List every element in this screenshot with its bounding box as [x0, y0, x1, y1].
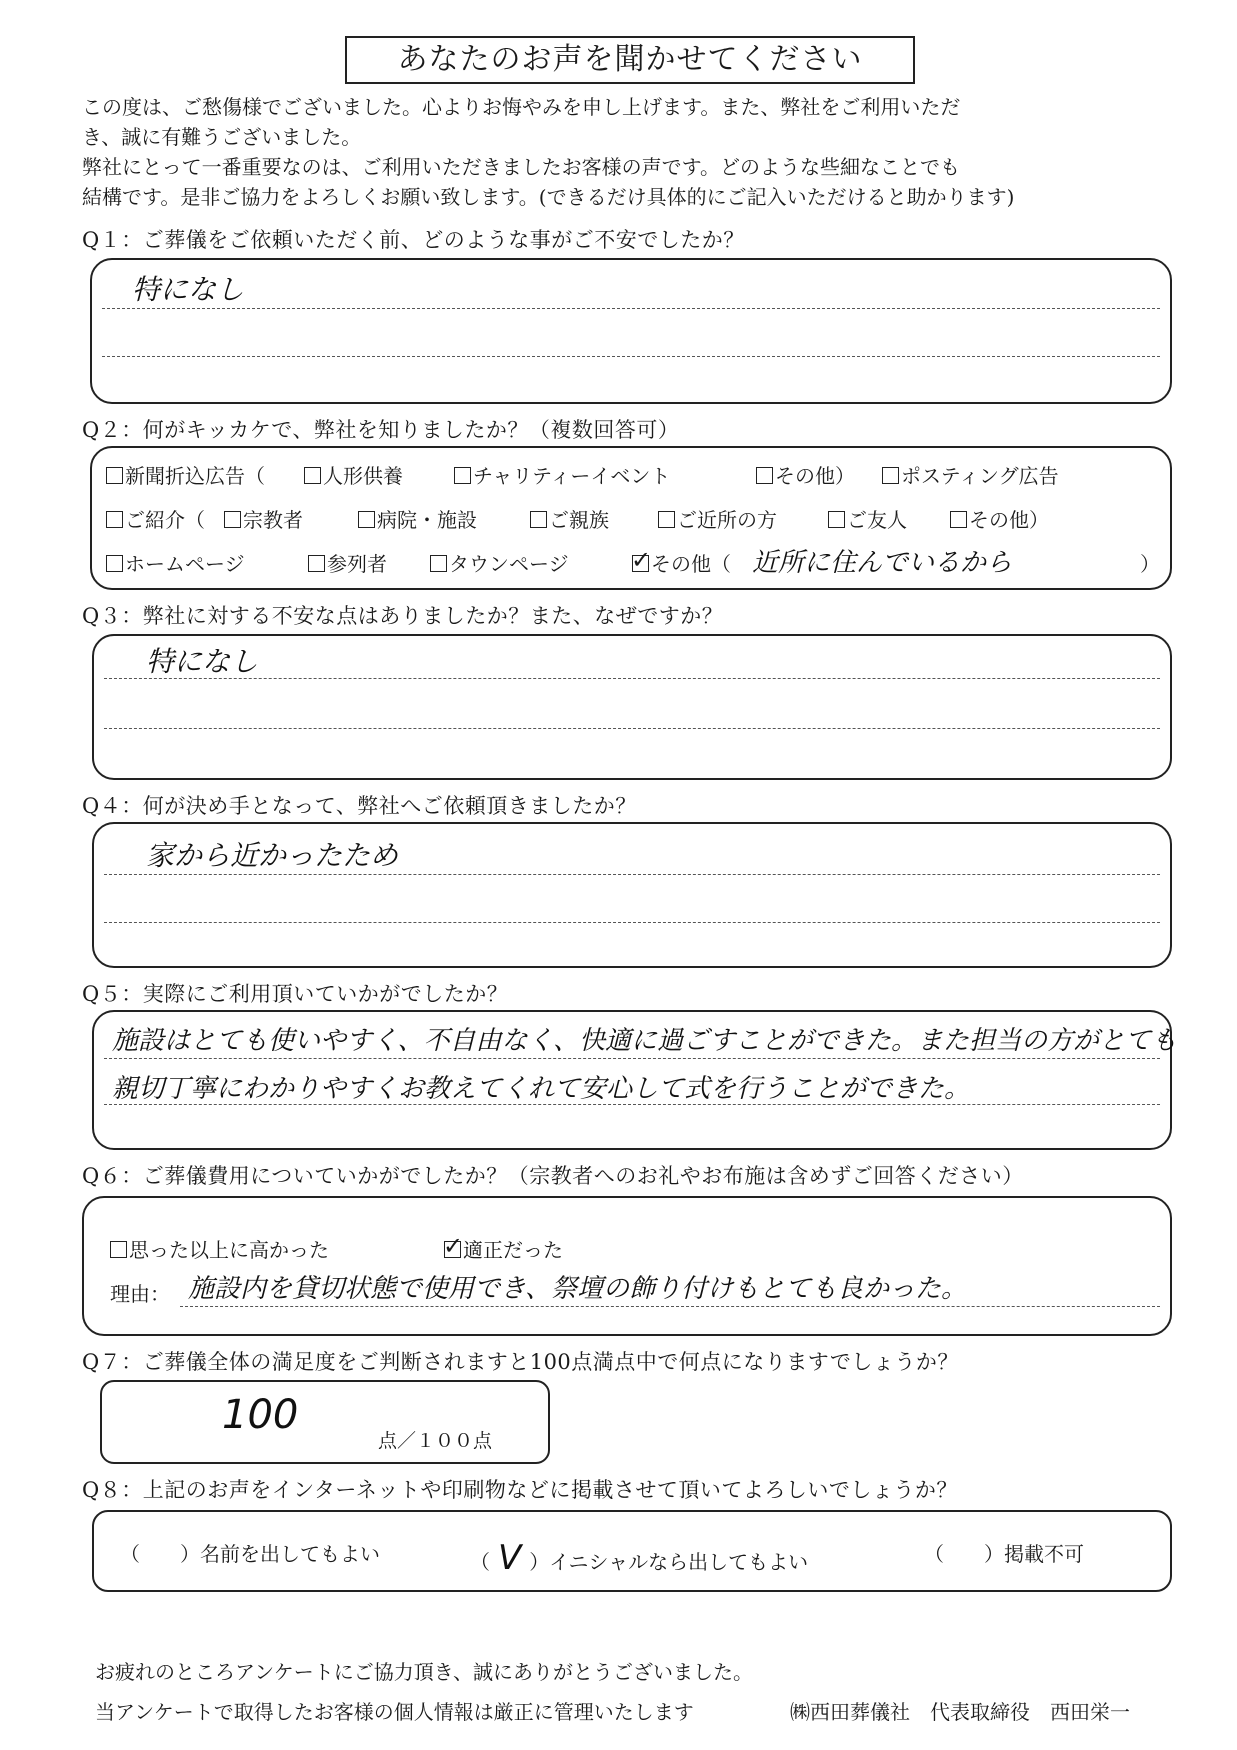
intro-line-1: この度は、ご愁傷様でございました。心よりお悔やみを申し上げます。また、弊社をご利用いただ — [82, 95, 961, 119]
option-initials-ok[interactable]: （ V ）イニシャルなら出してもよい — [470, 1538, 809, 1578]
answer-line — [102, 356, 1160, 357]
checkbox[interactable] — [110, 1241, 127, 1258]
option-not-allowed[interactable]: （ ）掲載不可 — [924, 1542, 1084, 1566]
q6-answer-box — [82, 1196, 1172, 1336]
option-hospital[interactable]: 病院・施設 — [358, 504, 477, 533]
option-other-3[interactable]: ✓ その他（ — [631, 546, 731, 576]
option-reasonable[interactable]: ✓ 適正だった — [443, 1232, 563, 1262]
intro-line-2: き、誠に有難うございました。 — [82, 125, 362, 149]
q2-options-box — [90, 446, 1172, 590]
answer-line — [102, 308, 1160, 309]
option-doll-memorial[interactable]: 人形供養 — [304, 460, 403, 489]
q5-answer-line-1: 施設はとても使いやすく、不自由なく、快適に過ごすことができた。また担当の方がとても — [112, 1026, 1177, 1056]
intro-line-3: 弊社にとって一番重要なのは、ご利用いただきましたお客様の声です。どのような些細なことでも — [82, 155, 960, 179]
q3-answer-box — [92, 634, 1172, 780]
checkbox-checked[interactable] — [443, 1232, 464, 1260]
option-attendee[interactable]: 参列者 — [308, 548, 387, 577]
option-relatives[interactable]: ご親族 — [530, 504, 609, 533]
option-referral[interactable]: ご紹介（ — [106, 504, 205, 533]
checkbox[interactable] — [454, 467, 471, 484]
q6-label: Q６：ご葬儀費用についていかがでしたか？（宗教者へのお礼やお布施は含めずご回答ください） — [82, 1164, 1024, 1188]
answer-line — [104, 728, 1160, 729]
option-posting-ad[interactable]: ポスティング広告 — [882, 460, 1059, 489]
option-town-page[interactable]: タウンページ — [430, 548, 569, 577]
checkbox[interactable] — [224, 511, 241, 528]
q5-label: Q５：実際にご利用頂いていかがでしたか？ — [82, 982, 509, 1006]
checkbox[interactable] — [658, 511, 675, 528]
check-mark-icon: ✓ — [631, 546, 652, 574]
option-newspaper-insert[interactable]: 新聞折込広告（ — [106, 460, 265, 489]
option-homepage[interactable]: ホームページ — [106, 548, 245, 577]
q7-score-box — [100, 1380, 550, 1464]
q5-answer-box — [92, 1010, 1177, 1150]
q8-options-box — [92, 1510, 1172, 1592]
checkbox[interactable] — [106, 511, 123, 528]
checkbox[interactable] — [530, 511, 547, 528]
option-clergy[interactable]: 宗教者 — [224, 504, 303, 533]
answer-line — [104, 922, 1160, 923]
option-other-2[interactable]: その他） — [950, 504, 1049, 533]
checkbox[interactable] — [106, 467, 123, 484]
q1-answer-text: 特になし — [132, 273, 245, 306]
option-other-3-close: ） — [1140, 552, 1160, 576]
checkbox[interactable] — [358, 511, 375, 528]
q5-answer-line-2: 親切丁寧にわかりやすくお教えてくれて安心して式を行うことができた。 — [112, 1074, 971, 1104]
option-too-expensive[interactable]: 思った以上に高かった — [110, 1234, 329, 1263]
q2-other-answer: 近所に住んでいるから — [752, 548, 1013, 578]
q8-label: Q８：上記のお声をインターネットや印刷物などに掲載させて頂いてよろしいでしょうか？ — [82, 1478, 958, 1502]
answer-line — [104, 1058, 1160, 1059]
q4-label: Q４：何が決め手となって、弊社へご依頼頂きましたか？ — [82, 794, 637, 818]
q3-label: Q３：弊社に対する不安な点はありましたか？また、なぜですか？ — [82, 604, 724, 628]
answer-line — [180, 1306, 1160, 1307]
q1-answer-box — [90, 258, 1172, 404]
checkbox[interactable] — [308, 555, 325, 572]
q3-answer-text: 特になし — [146, 645, 259, 678]
option-neighbors[interactable]: ご近所の方 — [658, 504, 777, 533]
q6-reason-label: 理由： — [110, 1282, 170, 1306]
answer-line — [104, 874, 1160, 875]
checkbox[interactable] — [106, 555, 123, 572]
option-name-ok[interactable]: （ ）名前を出してもよい — [120, 1542, 380, 1566]
q6-reason-text: 施設内を貸切状態で使用でき、祭壇の飾り付けもとても良かった。 — [188, 1274, 967, 1304]
q4-answer-text: 家から近かったため — [146, 839, 399, 872]
option-friends[interactable]: ご友人 — [828, 504, 907, 533]
checkbox-checked[interactable] — [631, 546, 652, 574]
option-charity-event[interactable]: チャリティーイベント — [454, 460, 670, 489]
q7-score: 100 — [222, 1392, 299, 1438]
footer-privacy: 当アンケートで取得したお客様の個人情報は厳正に管理いたします — [95, 1700, 694, 1724]
option-other-1[interactable]: その他） — [756, 460, 855, 489]
q4-answer-box — [92, 822, 1172, 968]
survey-title: あなたのお声を聞かせてください — [345, 36, 915, 84]
checkbox[interactable] — [950, 511, 967, 528]
checkbox[interactable] — [430, 555, 447, 572]
option-paren: （ ） — [120, 1542, 200, 1566]
footer-thanks: お疲れのところアンケートにご協力頂き、誠にありがとうございました。 — [95, 1660, 753, 1684]
footer-company: ㈱西田葬儀社 代表取締役 西田栄一 — [790, 1700, 1130, 1724]
q1-label: Q１：ご葬儀をご依頼いただく前、どのような事がご不安でしたか？ — [82, 228, 745, 252]
q7-score-suffix: 点／１００点 — [378, 1430, 493, 1452]
check-mark-icon: V — [498, 1538, 522, 1578]
checkbox[interactable] — [882, 467, 899, 484]
intro-line-4: 結構です。是非ご協力をよろしくお願い致します。(できるだけ具体的にご記入いただけると助かります) — [82, 185, 1015, 209]
option-paren: （ ） — [924, 1542, 1004, 1566]
check-mark-icon: ✓ — [443, 1232, 464, 1260]
q2-label: Q２：何がキッカケで、弊社を知りましたか？（複数回答可） — [82, 418, 680, 442]
checkbox[interactable] — [304, 467, 321, 484]
checkbox[interactable] — [828, 511, 845, 528]
q7-label: Q７：ご葬儀全体の満足度をご判断されますと100点満点中で何点になりますでしょうか？ — [82, 1350, 959, 1374]
checkbox[interactable] — [756, 467, 773, 484]
answer-line — [104, 678, 1160, 679]
